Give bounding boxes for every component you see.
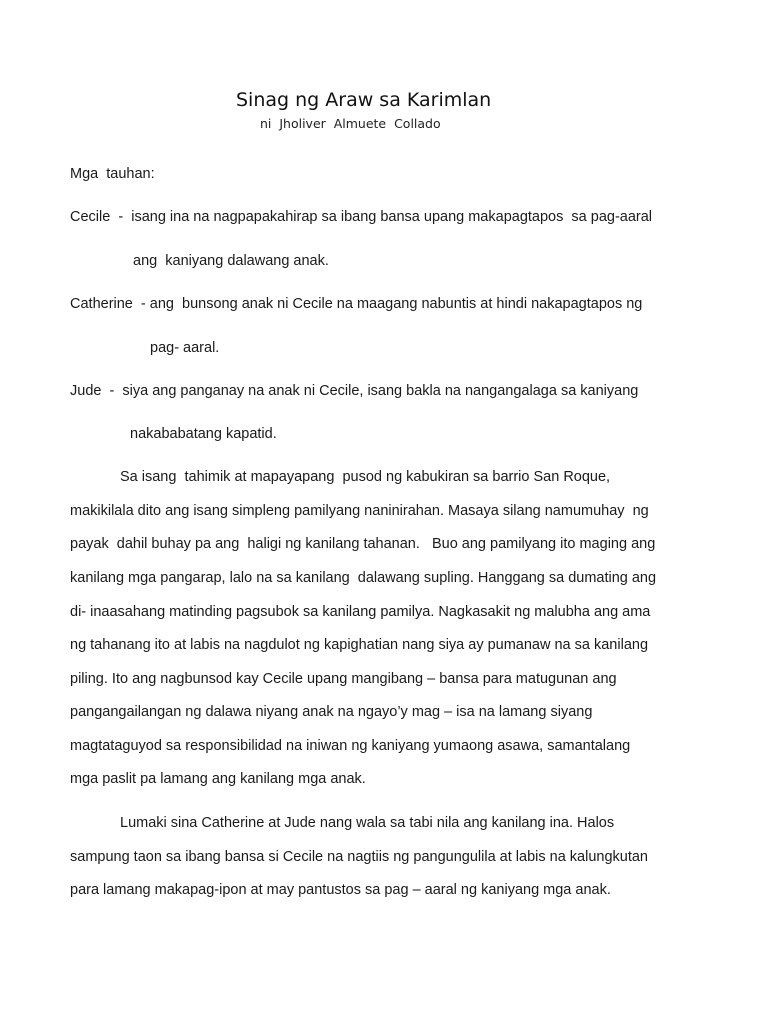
character-jude-line2: nakababatang kapatid. <box>130 426 277 442</box>
paragraph-2-line: Lumaki sina Catherine at Jude nang wala sa tabi nila ang kanilang ina. Halos <box>120 815 615 831</box>
paragraph-1-line: makikilala dito ang isang simpleng pamilyang naninirahan. Masaya silang namumuhay ng <box>70 503 649 519</box>
paragraph-1-line: di- inaasahang matinding pagsubok sa kanilang pamilya. Nagkasakit ng malubha ang ama <box>70 604 651 620</box>
paragraph-1-line: piling. Ito ang nagbunsod kay Cecile upang mangibang – bansa para matugunan ang <box>70 671 617 687</box>
document-author: ni Jholiver Almuete Collado <box>260 116 441 131</box>
characters-heading: Mga tauhan: <box>70 166 155 182</box>
character-catherine-line1: Catherine - ang bunsong anak ni Cecile na maagang nabuntis at hindi nakapagtapos ng <box>70 296 643 312</box>
paragraph-1-line: Sa isang tahimik at mapayapang pusod ng kabukiran sa barrio San Roque, <box>120 469 611 485</box>
paragraph-2-line: para lamang makapag-ipon at may pantustos sa pag – aaral ng kaniyang mga anak. <box>70 882 611 898</box>
character-catherine-line2: pag- aaral. <box>150 340 220 356</box>
character-cecile-line1: Cecile - isang ina na nagpapakahirap sa ibang bansa upang makapagtapos sa pag-aaral <box>70 209 653 225</box>
paragraph-1-line: pangangailangan ng dalawa niyang anak na ngayo’y mag – isa na lamang siyang <box>70 704 593 720</box>
character-jude-line1: Jude - siya ang panganay na anak ni Cecile, isang bakla na nangangalaga sa kaniyang <box>70 383 639 399</box>
paragraph-1-line: mga paslit pa lamang ang kanilang mga anak. <box>70 771 366 787</box>
paragraph-2-line: sampung taon sa ibang bansa si Cecile na nagtiis ng pangungulila at labis na kalungkutan <box>70 849 648 865</box>
paragraph-1-line: magtataguyod sa responsibilidad na iniwan ng kaniyang yumaong asawa, samantalang <box>70 738 631 754</box>
character-cecile-line2: ang kaniyang dalawang anak. <box>133 253 329 269</box>
paragraph-1-line: ng tahanang ito at labis na nagdulot ng kapighatian nang siya ay pumanaw na sa kanilang <box>70 637 649 653</box>
document-title: Sinag ng Araw sa Karimlan <box>236 89 492 111</box>
paragraph-1-line: kanilang mga pangarap, lalo na sa kanilang dalawang supling. Hanggang sa dumating ang <box>70 570 657 586</box>
paragraph-1-line: payak dahil buhay pa ang haligi ng kanilang tahanan. Buo ang pamilyang ito maging ang <box>70 536 656 552</box>
